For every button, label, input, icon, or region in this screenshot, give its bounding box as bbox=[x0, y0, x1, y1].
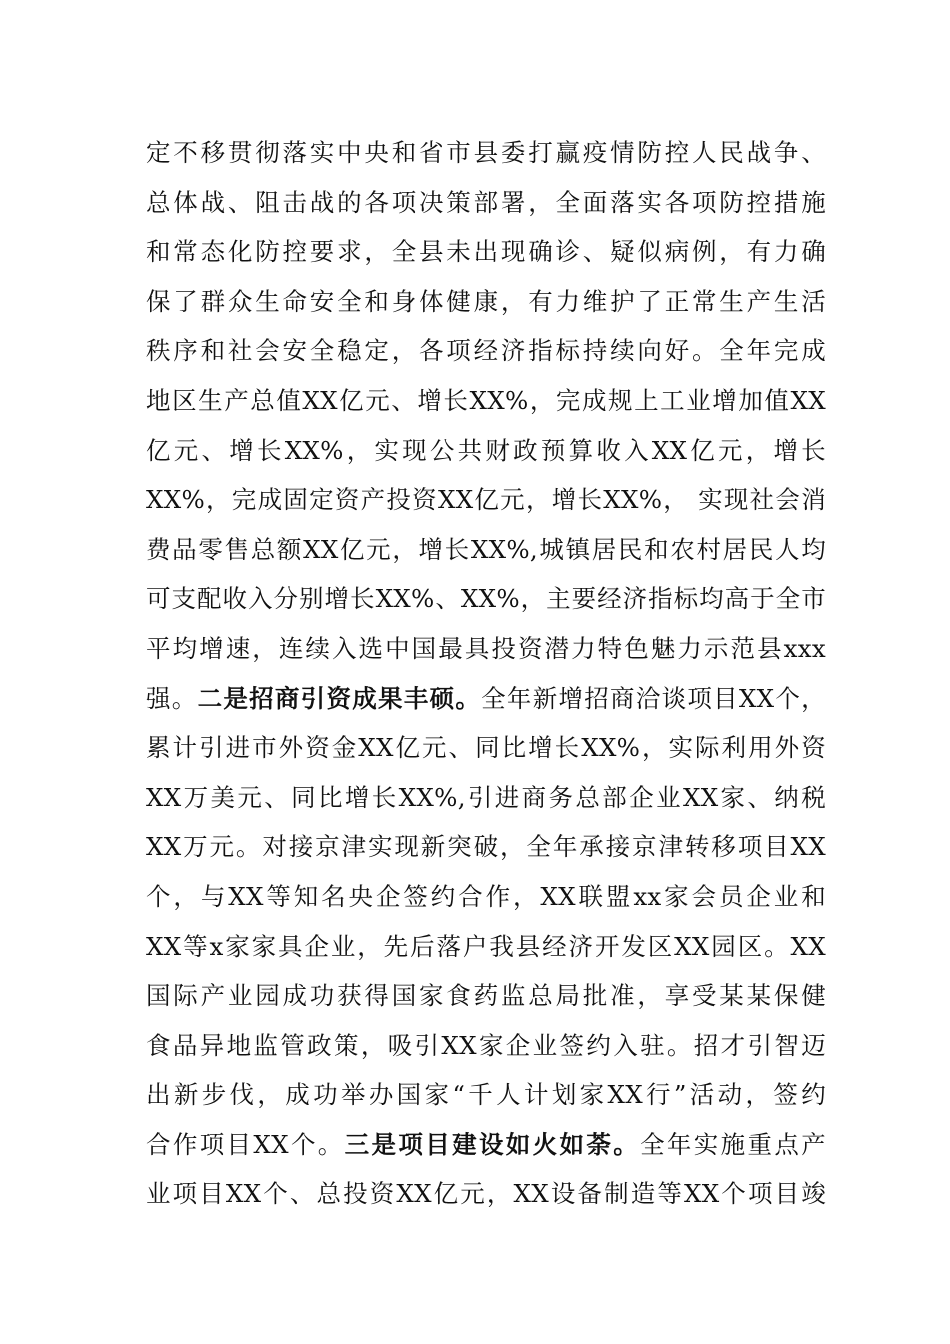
text-segment: 可支配收入分别增长XX%、XX%，主要经济指标均高于全市 bbox=[146, 584, 826, 614]
body-text bbox=[146, 128, 826, 1219]
text-segment: 平均增速，连续入选中国最具投资潜力特色魅力示范县xxx bbox=[146, 633, 826, 663]
text-line bbox=[146, 971, 826, 1021]
text-line bbox=[146, 525, 826, 575]
text-segment: 定不移贯彻落实中央和省市县委打赢疫情防控人民战争、 bbox=[146, 138, 826, 167]
text-segment: 地区生产总值XX亿元、增长XX%，完成规上工业增加值XX bbox=[146, 385, 826, 415]
text-line bbox=[146, 128, 826, 178]
text-segment: 国际产业园成功获得国家食药监总局批准，享受某某保健 bbox=[146, 981, 826, 1011]
text-line bbox=[146, 922, 826, 972]
text-line bbox=[146, 426, 826, 476]
text-segment: XX万美元、同比增长XX%,引进商务总部企业XX家、纳税 bbox=[146, 782, 826, 812]
text-segment: 和常态化防控要求，全县未出现确诊、疑似病例，有力确 bbox=[146, 237, 826, 267]
text-segment: 合作项目XX个。 bbox=[146, 1129, 345, 1159]
text-segment: 全年实施重点产 bbox=[640, 1129, 826, 1159]
text-line bbox=[146, 674, 826, 724]
text-segment: 食品异地监管政策，吸引XX家企业签约入驻。招才引智迈 bbox=[146, 1030, 826, 1060]
text-segment: 出新步伐，成功举办国家“千人计划家XX行”活动，签约 bbox=[146, 1080, 826, 1110]
bold-heading-text: 二是招商引资成果丰硕。 bbox=[197, 683, 482, 713]
text-line bbox=[146, 574, 826, 624]
text-segment: 累计引进市外资金XX亿元、同比增长XX%，实际利用外资 bbox=[146, 733, 826, 763]
text-segment: 费品零售总额XX亿元，增长XX%,城镇居民和农村居民人均 bbox=[146, 534, 826, 564]
text-line bbox=[146, 872, 826, 922]
text-line bbox=[146, 277, 826, 327]
text-segment: 全年新增招商洽谈项目XX个， bbox=[481, 683, 826, 713]
text-line bbox=[146, 1169, 826, 1219]
text-segment: 个，与XX等知名央企签约合作，XX联盟xx家会员企业和 bbox=[146, 881, 826, 911]
text-segment: 强。 bbox=[146, 683, 198, 713]
text-line bbox=[146, 822, 826, 872]
text-segment: 业项目XX个、总投资XX亿元，XX设备制造等XX个项目竣 bbox=[146, 1179, 826, 1209]
text-segment: 秩序和社会安全稳定，各项经济指标持续向好。全年完成 bbox=[146, 336, 826, 366]
text-line bbox=[146, 178, 826, 228]
text-line bbox=[146, 475, 826, 525]
text-segment: 亿元、增长XX%，实现公共财政预算收入XX亿元，增长 bbox=[146, 435, 826, 465]
text-segment: 保了群众生命安全和身体健康，有力维护了正常生产生活 bbox=[146, 286, 826, 316]
text-line bbox=[146, 376, 826, 426]
bold-heading-text: 三是项目建设如火如荼。 bbox=[344, 1129, 641, 1159]
text-line bbox=[146, 773, 826, 823]
text-segment: XX万元。对接京津实现新突破，全年承接京津转移项目XX bbox=[146, 832, 826, 862]
text-line bbox=[146, 326, 826, 376]
text-line bbox=[146, 227, 826, 277]
text-line bbox=[146, 1070, 826, 1120]
text-segment: XX等x家家具企业，先后落户我县经济开发区XX园区。XX bbox=[146, 931, 826, 961]
text-segment: 总体战、阻击战的各项决策部署，全面落实各项防控措施 bbox=[146, 187, 826, 217]
text-line bbox=[146, 723, 826, 773]
text-line bbox=[146, 1021, 826, 1071]
text-line bbox=[146, 1120, 826, 1170]
text-line bbox=[146, 624, 826, 674]
text-segment: XX%，完成固定资产投资XX亿元，增长XX%， 实现社会消 bbox=[146, 485, 826, 515]
